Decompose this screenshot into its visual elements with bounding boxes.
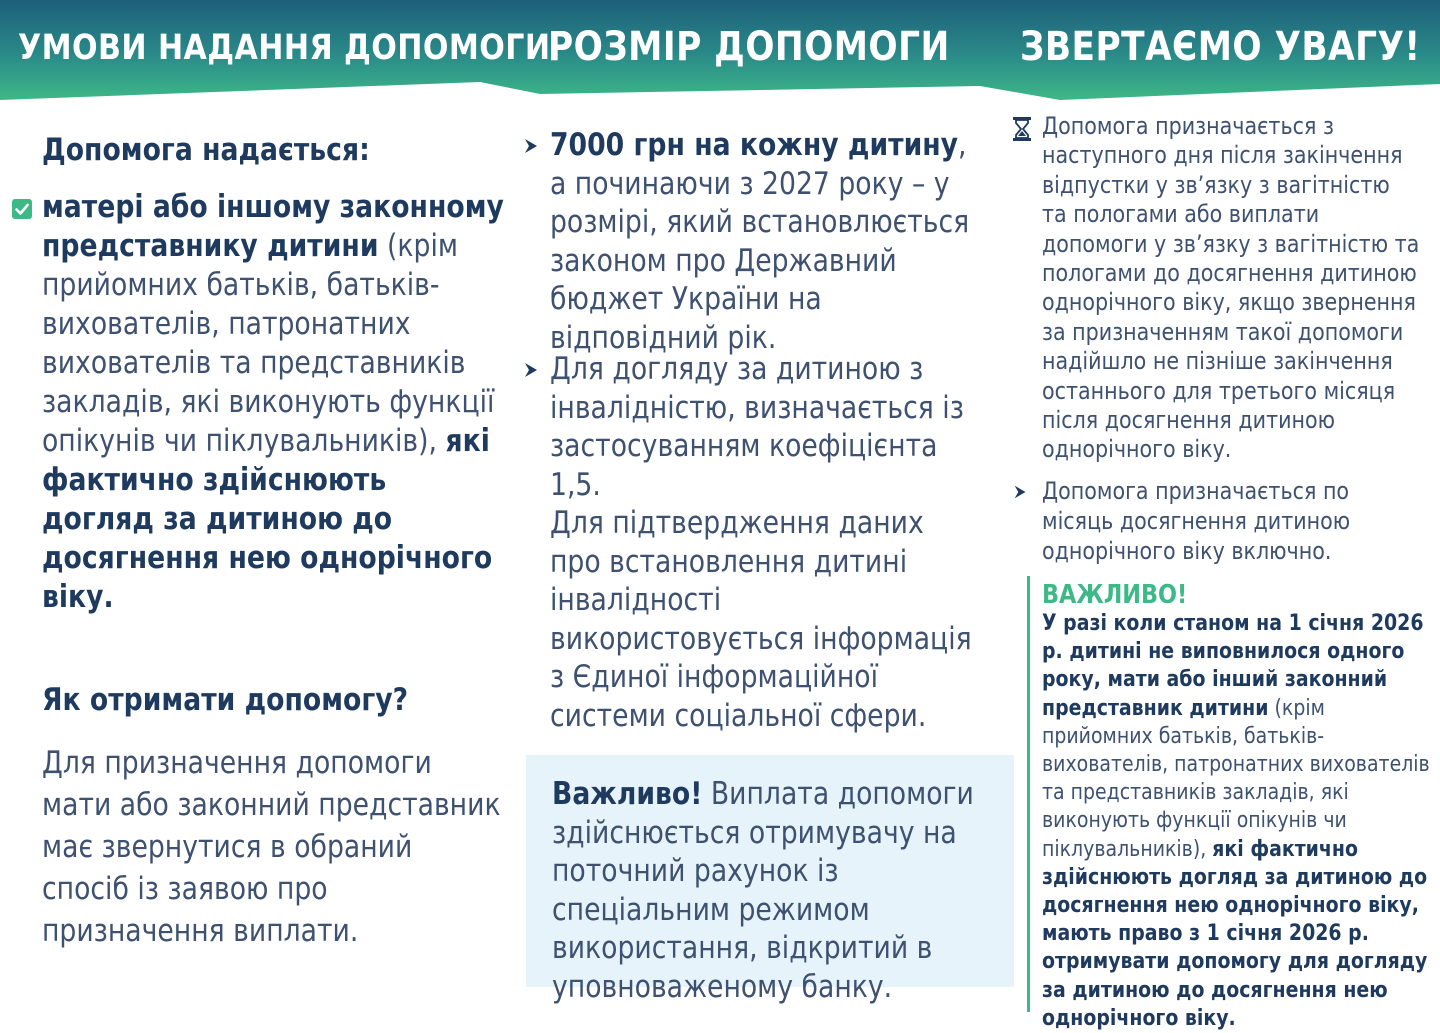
how-to-get-paragraph: Для призначення допомоги мати або законний представник має звернутися в обраний спосіб із заявою про призначення виплати.	[42, 745, 501, 949]
amount-paragraph	[550, 126, 980, 357]
chevron-right-icon	[522, 360, 542, 380]
important-bold-right: які фактично здійснюють догляд за дитиною до досягнення нею однорічного віку, мають право з 1 січня 2026 р. отримувати допомогу для догляду за дитиною до досягнення нею однорічного віку.	[1042, 836, 1428, 1031]
start-date-note: Допомога призначається з наступного дня після закінчення відпустки у зв’язку з вагітністю та пологами або виплати допомоги у зв’язку з вагітністю та пологами до досягнення дитиною однорічного віку, якщо звернення за призначенням такої допомоги надійшло не пізніше закінчення останнього для третього місяця після досягнення дитиною однорічного віку.	[1042, 112, 1420, 464]
hourglass-icon	[1012, 116, 1032, 142]
column1-heading: УМОВИ НАДАННЯ ДОПОМОГИ	[18, 28, 551, 68]
important-box-label: Важливо!	[552, 776, 703, 812]
amount-bold: 7000 грн на кожну дитину	[550, 127, 959, 163]
important-accent-line	[1027, 576, 1030, 1012]
disability-paragraph: Для догляду за дитиною з інвалідністю, визначається із застосуванням коефіцієнта 1,5.	[550, 351, 964, 503]
important-paragraph	[1042, 610, 1436, 1033]
provided-bold-condition: які фактично здійснюють догляд за дитиною до досягнення нею однорічного віку.	[42, 423, 493, 615]
important-box-body: Виплата допомоги здійснюється отримувачу на поточний рахунок із спеціальним режимом використання, відкритий в уповноваженому банку.	[552, 776, 974, 1005]
chevron-right-icon	[1012, 483, 1030, 501]
column3-heading: ЗВЕРТАЄМО УВАГУ!	[1020, 24, 1421, 70]
important-exclusions: (крім прийомних батьків, батьків-вихователів, патронатних вихователів та представників закладів, які виконують функції опікунів чи піклувальників),	[1042, 695, 1430, 862]
check-square-icon	[12, 199, 32, 219]
chevron-right-icon	[522, 136, 542, 156]
end-date-note: Допомога призначається по місяць досягнення дитиною однорічного віку включно.	[1042, 477, 1351, 565]
important-box-text	[552, 775, 999, 1006]
provided-paragraph	[42, 188, 506, 617]
amount-details: , а починаючи з 2027 року – у розмірі, який встановлюється законом про Державний бюджет України на відповідний рік.	[550, 127, 970, 356]
provided-exclusions: (крім прийомних батьків, батьків-вихователів, патронатних вихователів та представників закладів, які виконують функції опікунів чи піклувальників),	[42, 228, 495, 459]
important-bold-condition: У разі коли станом на 1 січня 2026 р. дитині не виповнилося одного року, мати або інший законний представник дитини	[1042, 611, 1424, 721]
column2-heading: РОЗМІР ДОПОМОГИ	[548, 24, 950, 70]
header-banner	[0, 0, 1440, 104]
confirmation-paragraph: Для підтвердження даних про встановлення дитині інвалідності використовується інформація з Єдиної інформаційної системи соціальної сфери.	[550, 505, 972, 734]
important-heading: ВАЖЛИВО!	[1042, 580, 1188, 610]
provided-heading: Допомога надається:	[42, 132, 370, 168]
provided-bold-recipient: матері або іншому законному представнику дитини	[42, 189, 504, 264]
how-to-get-heading: Як отримати допомогу?	[42, 682, 409, 718]
